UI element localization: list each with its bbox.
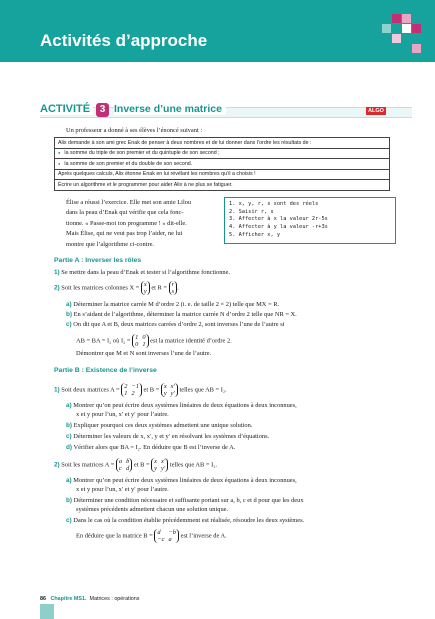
chapter-section: Matrices : opérations xyxy=(89,596,140,602)
matrix-x: x y xyxy=(141,281,150,295)
activity-label: ACTIVITÉ xyxy=(40,103,93,115)
page-number: 86 xyxy=(40,596,46,602)
part-a-title: Partie A : Inverser les rôles xyxy=(54,257,142,264)
part-b-q2: 2) Soit les matrices A = a b c d et B = x x′ y y′ telles que AB = I₂. xyxy=(54,458,218,472)
header-square xyxy=(402,24,411,33)
part-a-qc-demo: Démontrer que M et N sont inverses l’une de l’autre. xyxy=(76,350,212,357)
part-a-qa: a) Déterminer la matrice carrée M d’ordre 2 (i. e. de taille 2 × 2) telle que MX = R. xyxy=(66,301,280,308)
header-square xyxy=(412,24,421,33)
part-b-q1a: a) Montrer qu’on peut écrire deux systèmes linéaires de deux équations à deux inconnues, xyxy=(66,402,297,409)
part-b-q2c-conclusion: En déduire que la matrice B = d −b −c a est l’inverse de A. xyxy=(76,529,227,543)
header-square xyxy=(392,14,401,23)
part-b-title: Partie B : Existence de l’inverse xyxy=(54,367,157,374)
algorithm-box xyxy=(224,197,396,244)
header-square xyxy=(392,34,401,43)
matrix-a-general: a b c d xyxy=(116,458,132,472)
part-b-q2b: b) Déterminer une condition nécessaire et suffisante portant sur a, b, c et d pour que les deux xyxy=(66,497,304,504)
intro-text: Un professeur a donné à ses élèves l’énoncé suivant : xyxy=(66,127,203,134)
part-a-qc: c) On dit que A et B, deux matrices carrées d’ordre 2, sont inverses l’une de l’autre si xyxy=(66,321,285,328)
algorithm-line: 2. Saisir r, s xyxy=(229,208,274,215)
part-b-q2c: c) Dans le cas où la condition établie précédemment est réalisée, résoudre les deux systèmes. xyxy=(66,517,305,524)
matrix-b-general: x x′ y y′ xyxy=(151,458,168,472)
activity-number: 3 xyxy=(96,103,109,117)
part-b-q1: 1) Soit deux matrices A = 2 −1 1 2 et B = x x′ y y′ telles que AB = I₂. xyxy=(54,383,227,397)
matrix-inverse: d −b −c a xyxy=(154,529,179,543)
part-a-q1: 1) Se mettre dans la peau d’Enak et tester si l’algorithme fonctionne. xyxy=(54,269,231,276)
header-square xyxy=(382,24,391,33)
elise-line: Élise a réussi l’exercice. Elle met son amie Lilou xyxy=(66,199,192,206)
activity-heading xyxy=(40,103,400,120)
part-a-qb: b) En s’aidant de l’algorithme, déterminer la matrice carrée N d’ordre 2 telle que NR = X. xyxy=(66,311,297,318)
elise-paragraph xyxy=(66,198,221,250)
page-footer xyxy=(40,596,140,602)
header-square xyxy=(402,14,411,23)
part-b-q1d: d) Vérifier alors que BA = I₂. En déduire que B est l’inverse de A. xyxy=(66,444,236,451)
matrix-identity: 1 0 0 1 xyxy=(132,334,148,348)
elise-line: montre que l’algorithme ci-contre. xyxy=(66,240,155,248)
matrix-a: 2 −1 1 2 xyxy=(121,383,142,397)
chapter-ref: Chapitre MS1. xyxy=(50,596,87,602)
algorithm-line: 3. Affecter à x la valeur 2r-5s xyxy=(229,216,328,223)
statement-line: Écrire un algorithme et le programmer pour aider Alix à ne plus se fatiguer. xyxy=(58,181,233,188)
statement-bullet: ● la somme de son premier et du double de son second. xyxy=(55,159,389,170)
matrix-b: x x′ y y′ xyxy=(161,383,178,397)
elise-line: Mais Élise, qui ne veut pas trop l’aider, ne lui xyxy=(66,230,183,238)
algorithm-line: 5. Afficher x, y xyxy=(229,231,281,238)
activity-title: Inverse d’une matrice xyxy=(114,103,226,115)
elise-line: dans la peau d’Enak qui vérifie que cela fonc- xyxy=(66,209,184,217)
header-square xyxy=(412,44,421,53)
statement-box xyxy=(54,137,390,191)
statement-bullet: ● la somme du triple de son premier et du quintuple de son second ; xyxy=(55,149,389,160)
part-b-q1c: c) Déterminer les valeurs de x, x′, y et y′ en résolvant les systèmes d’équations. xyxy=(66,433,270,440)
algorithm-line: 4. Affecter à y la valeur -r+3s xyxy=(229,224,328,231)
chapter-header xyxy=(0,0,435,62)
part-b-q1b: b) Expliquer pourquoi ces deux systèmes admettent une unique solution. xyxy=(66,422,253,429)
part-a-qc-identity: AB = BA = I₂ où I₂ = 1 0 0 1 est la matrice identité d’ordre 2. xyxy=(76,334,232,348)
part-b-q2b-cont: systèmes précédents admettent chacun une solution unique. xyxy=(76,506,229,513)
elise-line: tionne. « Passe-moi ton programme ! » dit-elle. xyxy=(66,219,187,227)
statement-line: Après quelques calculs, Alix étonne Enak en lui révélant les nombres qu’il a choisis ! xyxy=(55,170,389,181)
matrix-r: r s xyxy=(169,281,178,295)
statement-line: Alix demande à son ami grec Enak de penser à deux nombres et de lui donner dans l’ordre les résultats de : xyxy=(55,138,389,149)
part-b-q1a-cont: x et y pour l’un, x′ et y′ pour l’autre. xyxy=(76,411,169,418)
part-b-q2a: a) Montrer qu’on peut écrire deux systèmes linéaires de deux équations à deux inconnues, xyxy=(66,477,297,484)
algo-tag: ALGO xyxy=(368,108,384,114)
algorithm-line: 1. x, y, r, s sont des réels xyxy=(229,201,319,207)
part-a-q2: 2) Soit les matrices colonnes X = x y et R = r s. xyxy=(54,281,179,295)
header-title: Activités d’approche xyxy=(40,31,208,50)
part-b-q2a-cont: x et y pour l’un, x′ et y′ pour l’autre. xyxy=(76,486,169,493)
footer-band xyxy=(40,604,54,619)
